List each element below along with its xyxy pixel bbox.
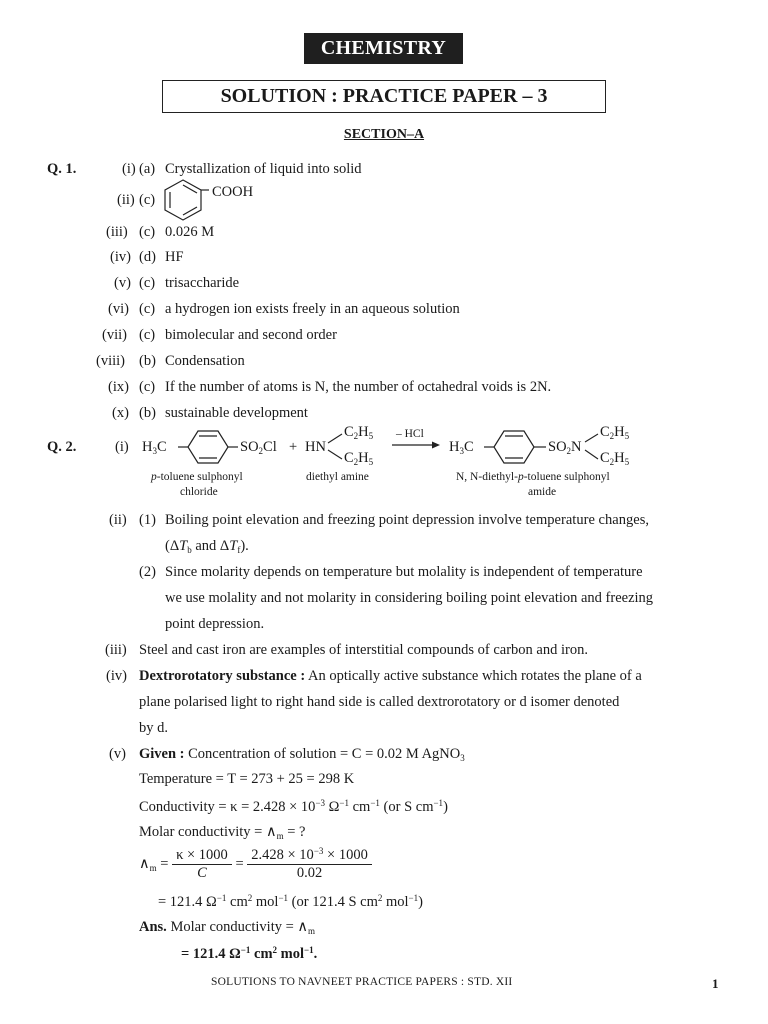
page-number: 1 <box>712 976 719 991</box>
answer-line: Ans. Molar conductivity = $\wedge_m$ <box>139 919 316 936</box>
h3c-group: $H_3C$ <box>142 439 167 456</box>
arrow-right-icon <box>392 441 440 449</box>
q2-label: Q. 2. <box>47 439 77 455</box>
benzene-ring-icon <box>160 178 210 222</box>
reactant2-name: diethyl amine <box>306 471 369 483</box>
footer-text: SOLUTIONS TO NAVNEET PRACTICE PAPERS : STD. XII <box>211 976 513 988</box>
result-line: = 121.4 $\Omega^{-1}$ $cm^2$ mol$^{-1}$ (or 121.4 S $cm^2$ mol$^{-1}$) <box>158 893 423 910</box>
q1-label: Q. 1. <box>47 161 77 177</box>
paragraph-text: plane polarised light to right hand side is called dextrorotatory or d isomer denoted <box>139 694 620 710</box>
paragraph-text: Steel and cast iron are examples of interstitial compounds of carbon and iron. <box>139 642 588 658</box>
benzene-ring-icon <box>484 428 546 466</box>
molar-conductivity-question: Molar conductivity = $\wedge_m$ = ? <box>139 824 306 841</box>
equation: $\wedge_m$ = $\frac{\kappa \times 1000}{C}$ = $\frac{2.428 \times 10^{-3} \times 1000}{0.02}$ <box>139 846 372 882</box>
hn-group: HN <box>305 439 326 455</box>
paragraph-text: we use molality and not molarity in considering boiling point elevation and freezing <box>165 590 654 606</box>
section-heading: SECTION–A <box>343 127 425 142</box>
benzene-ring-icon <box>178 428 238 466</box>
paragraph-text: Boiling point elevation and freezing point depression involve temperature changes, <box>165 512 650 528</box>
paragraph-text: Since molarity depends on temperature but molality is independent of temperature <box>165 564 643 580</box>
bond-lines <box>326 428 346 466</box>
paragraph-text: by d. <box>139 720 168 736</box>
reactant1-name: p-toluene sulphonyl <box>151 471 243 483</box>
reagent-label: – HCl <box>396 428 424 440</box>
answer-value: = 121.4 $\Omega^{-1}$ $cm^2$ mol$^{-1}$. <box>181 945 318 962</box>
temperature-line: Temperature = T = 273 + 25 = 298 K <box>139 771 355 787</box>
paragraph-text: Dextrorotatory substance : An optically active substance which rotates the plane of a <box>139 668 642 684</box>
page-title: SOLUTION : PRACTICE PAPER – 3 <box>162 80 606 113</box>
paragraph-text: ($\Delta T_b$ and $\Delta T_f$). <box>165 538 249 555</box>
conductivity-line: Conductivity = $\kappa = 2.428 \times 10^{-3}$ $\Omega^{-1}$ $cm^{-1}$ (or S $cm^{-1}$) <box>139 798 448 815</box>
product-name: N, N-diethyl-p-toluene sulphonyl <box>456 471 610 483</box>
given-line: Given : Concentration of solution = C = 0.02 M AgNO$_3$ <box>139 746 465 763</box>
paragraph-text: point depression. <box>165 616 265 632</box>
q2-i-roman: (i) <box>115 439 129 455</box>
so2cl-group: $SO_2Cl$ <box>240 439 277 456</box>
so2n-group: $SO_2N$ <box>548 439 582 456</box>
subject-banner: CHEMISTRY <box>304 33 463 64</box>
